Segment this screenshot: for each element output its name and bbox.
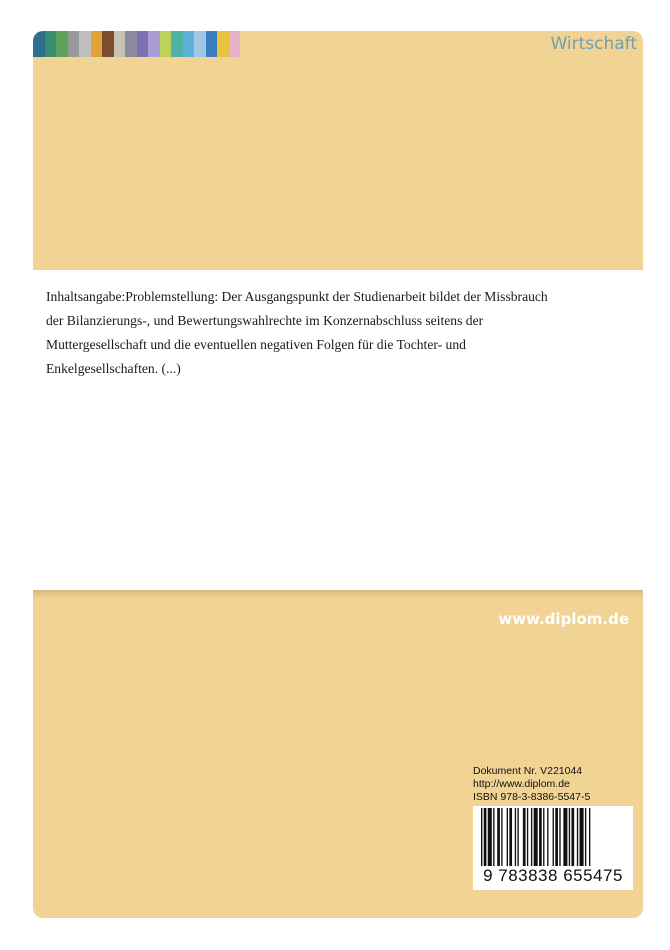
barcode-digits: 9 783838 655475 [483,866,623,885]
color-stripe [137,31,149,57]
barcode-bar [523,808,526,866]
barcode-bar [527,808,528,866]
document-url: http://www.diplom.de [473,778,570,790]
category-label: Wirtschaft [550,34,637,54]
color-stripe [217,31,229,57]
barcode-bar [577,808,578,866]
cover-bottom-panel [33,590,643,918]
color-stripe [125,31,137,57]
color-stripe [79,31,91,57]
barcode-bar [569,808,570,866]
barcode-bar [488,808,492,866]
barcode-bar [534,808,538,866]
color-stripe [68,31,80,57]
color-stripes [33,31,240,57]
color-stripe [171,31,183,57]
barcode-bar [481,808,482,866]
color-stripe [45,31,57,57]
barcode-bar [547,808,548,866]
barcode-bar [515,808,516,866]
barcode-bar [539,808,542,866]
barcode-bar [559,808,560,866]
barcode-bar [509,808,512,866]
barcode-bar [531,808,532,866]
color-stripe [206,31,218,57]
color-stripe [102,31,114,57]
color-stripe [91,31,103,57]
document-number: Dokument Nr. V221044 [473,765,583,777]
barcode-bars [481,808,625,866]
color-stripe [33,31,45,57]
barcode-bar [501,808,502,866]
barcode-bar [484,808,487,866]
cover-top-panel [33,31,643,270]
barcode-bar [543,808,544,866]
barcode [473,806,633,890]
publisher-url: www.diplom.de [498,610,629,628]
barcode-bar [517,808,518,866]
color-stripe [194,31,206,57]
color-stripe [56,31,68,57]
document-info [473,765,590,804]
barcode-bar [553,808,554,866]
barcode-bar [563,808,567,866]
barcode-bar [571,808,574,866]
color-stripe [229,31,241,57]
barcode-bar [497,808,500,866]
barcode-bar [555,808,558,866]
color-stripe [160,31,172,57]
barcode-bar [580,808,584,866]
barcode-bar [585,808,586,866]
color-stripe [183,31,195,57]
barcode-bar [493,808,494,866]
color-stripe [114,31,126,57]
barcode-bar [589,808,590,866]
barcode-bar [507,808,508,866]
blurb-text: Inhaltsangabe:Problemstellung: Der Ausgangspunkt der Studienarbeit bildet der Missbrauch der Bilanzierungs-, und Bewertungswahlrechte im Konzernabschluss seitens der Muttergesellschaft und die eventuellen negativen Folgen für die Tochter- und Enkelgesellschaften. (...) [46,289,548,376]
isbn: ISBN 978-3-8386-5547-5 [473,791,591,803]
color-stripe [148,31,160,57]
